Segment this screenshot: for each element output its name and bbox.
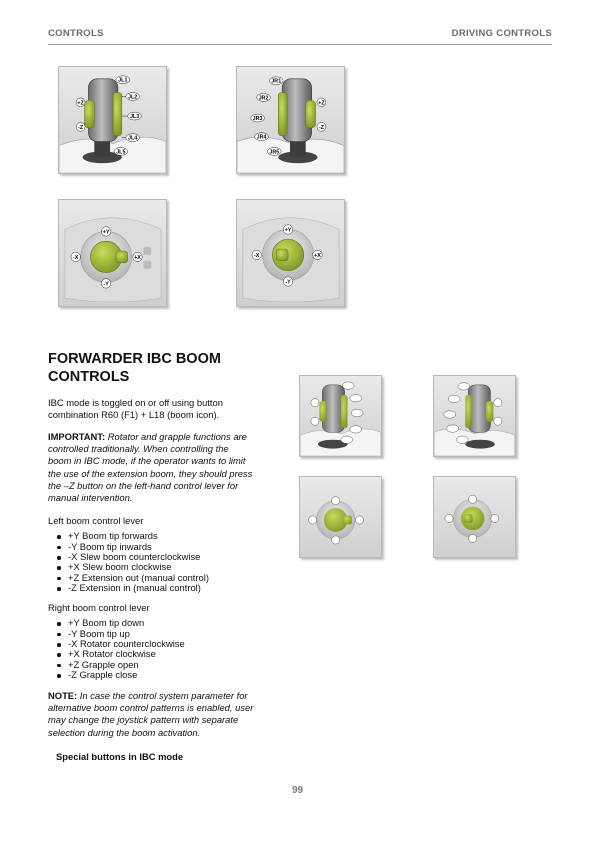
list-item: -Y Boom tip inwards	[48, 542, 283, 552]
intro-paragraph	[48, 397, 283, 421]
right-joystick-top-figure	[236, 199, 345, 307]
note-label: NOTE:	[48, 690, 78, 701]
label-minus-z-right: -Z	[318, 124, 324, 131]
left-lever-list	[48, 531, 283, 593]
list-item: +Y Boom tip forwards	[48, 531, 283, 541]
right-lever-block	[48, 602, 283, 681]
important-line: the use of the extension boom, they should press	[48, 467, 253, 479]
label-minus-x-right: -X	[253, 252, 260, 259]
label-minus-y-right: -Y	[285, 279, 291, 286]
list-item: -X Slew boom counterclockwise	[48, 552, 283, 562]
left-joystick-top-figure	[58, 199, 167, 307]
important-label: IMPORTANT:	[48, 431, 106, 442]
section-title	[48, 350, 283, 386]
label-jr4: JR4	[256, 134, 267, 141]
important-paragraph	[48, 431, 283, 504]
right-lever-side-figure	[236, 66, 345, 174]
note-paragraph	[48, 690, 283, 739]
page-header	[48, 28, 552, 45]
list-item: +Y Boom tip down	[48, 618, 283, 628]
right-lever-heading: Right boom control lever	[48, 602, 150, 613]
list-item: +Z Extension out (manual control)	[48, 573, 283, 583]
right-lever-list	[48, 618, 283, 680]
list-item: +X Slew boom clockwise	[48, 562, 283, 572]
label-plus-z-right: +Z	[318, 100, 325, 107]
list-item: -Y Boom tip up	[48, 629, 283, 639]
list-item: +Z Grapple open	[48, 660, 283, 670]
label-plus-y: +Y	[102, 229, 110, 236]
label-jl3: JL3	[129, 114, 140, 121]
list-item: +X Rotator clockwise	[48, 649, 283, 659]
left-lever-heading: Left boom control lever	[48, 515, 144, 526]
special-buttons-subheading: Special buttons in IBC mode	[56, 751, 184, 762]
special-buttons-subheading-wrap	[56, 751, 291, 763]
section-title-line1: FORWARDER IBC BOOM	[48, 351, 221, 367]
label-jl2: JL2	[127, 94, 138, 101]
header-section-label: CONTROLS	[48, 28, 104, 39]
label-jl1: JL1	[118, 77, 128, 84]
page-number: 99	[291, 785, 304, 796]
label-plus-x: +X	[134, 254, 141, 261]
label-minus-x: -X	[73, 254, 79, 261]
important-line: Rotator and grapple functions are	[105, 431, 247, 442]
left-lever-block	[48, 515, 283, 594]
ibc-section	[48, 350, 283, 386]
label-minus-z: -Z	[78, 124, 84, 131]
header-chapter-label: DRIVING CONTROLS	[451, 28, 552, 39]
important-line: the –Z button on the left-hand control lever for	[48, 479, 239, 491]
note-line: alternative boom control patterns is enabled, user	[48, 702, 254, 714]
section-title-line2: CONTROLS	[48, 369, 130, 385]
list-item: -X Rotator counterclockwise	[48, 639, 283, 649]
label-plus-y-right: +Y	[284, 227, 292, 234]
note-line: may change the joystick pattern with separate	[48, 714, 239, 726]
note-line: selection during the boom activation.	[48, 726, 201, 738]
label-jr5: JR5	[269, 149, 280, 156]
ibc-left-joystick-top-figure	[299, 476, 382, 558]
label-jr2: JR2	[258, 95, 269, 102]
important-line: boom in IBC mode, if the operator wants to limit	[48, 455, 246, 467]
ibc-right-lever-side-figure	[433, 375, 516, 457]
important-line: manual intervention.	[48, 492, 133, 504]
left-lever-side-figure	[58, 66, 167, 174]
label-jl4: JL4	[127, 135, 138, 142]
ibc-left-lever-side-figure	[299, 375, 382, 457]
list-item: -Z Extension in (manual control)	[48, 583, 283, 593]
important-line: controlled traditionally. When controlling the	[48, 443, 229, 455]
label-jr3: JR3	[252, 116, 263, 122]
label-jl5: JL5	[116, 149, 126, 156]
label-jr1: JR1	[271, 78, 282, 85]
intro-line: IBC mode is toggled on or off using button	[48, 397, 223, 408]
note-line: In case the control system parameter for	[77, 690, 248, 701]
ibc-right-joystick-top-figure	[433, 476, 516, 558]
label-plus-x-right: +X	[314, 252, 321, 259]
label-minus-y: -Y	[103, 281, 109, 288]
list-item: -Z Grapple close	[48, 670, 283, 680]
label-plus-z: +Z	[77, 100, 84, 107]
intro-line: combination R60 (F1) + L18 (boom icon).	[48, 409, 220, 421]
